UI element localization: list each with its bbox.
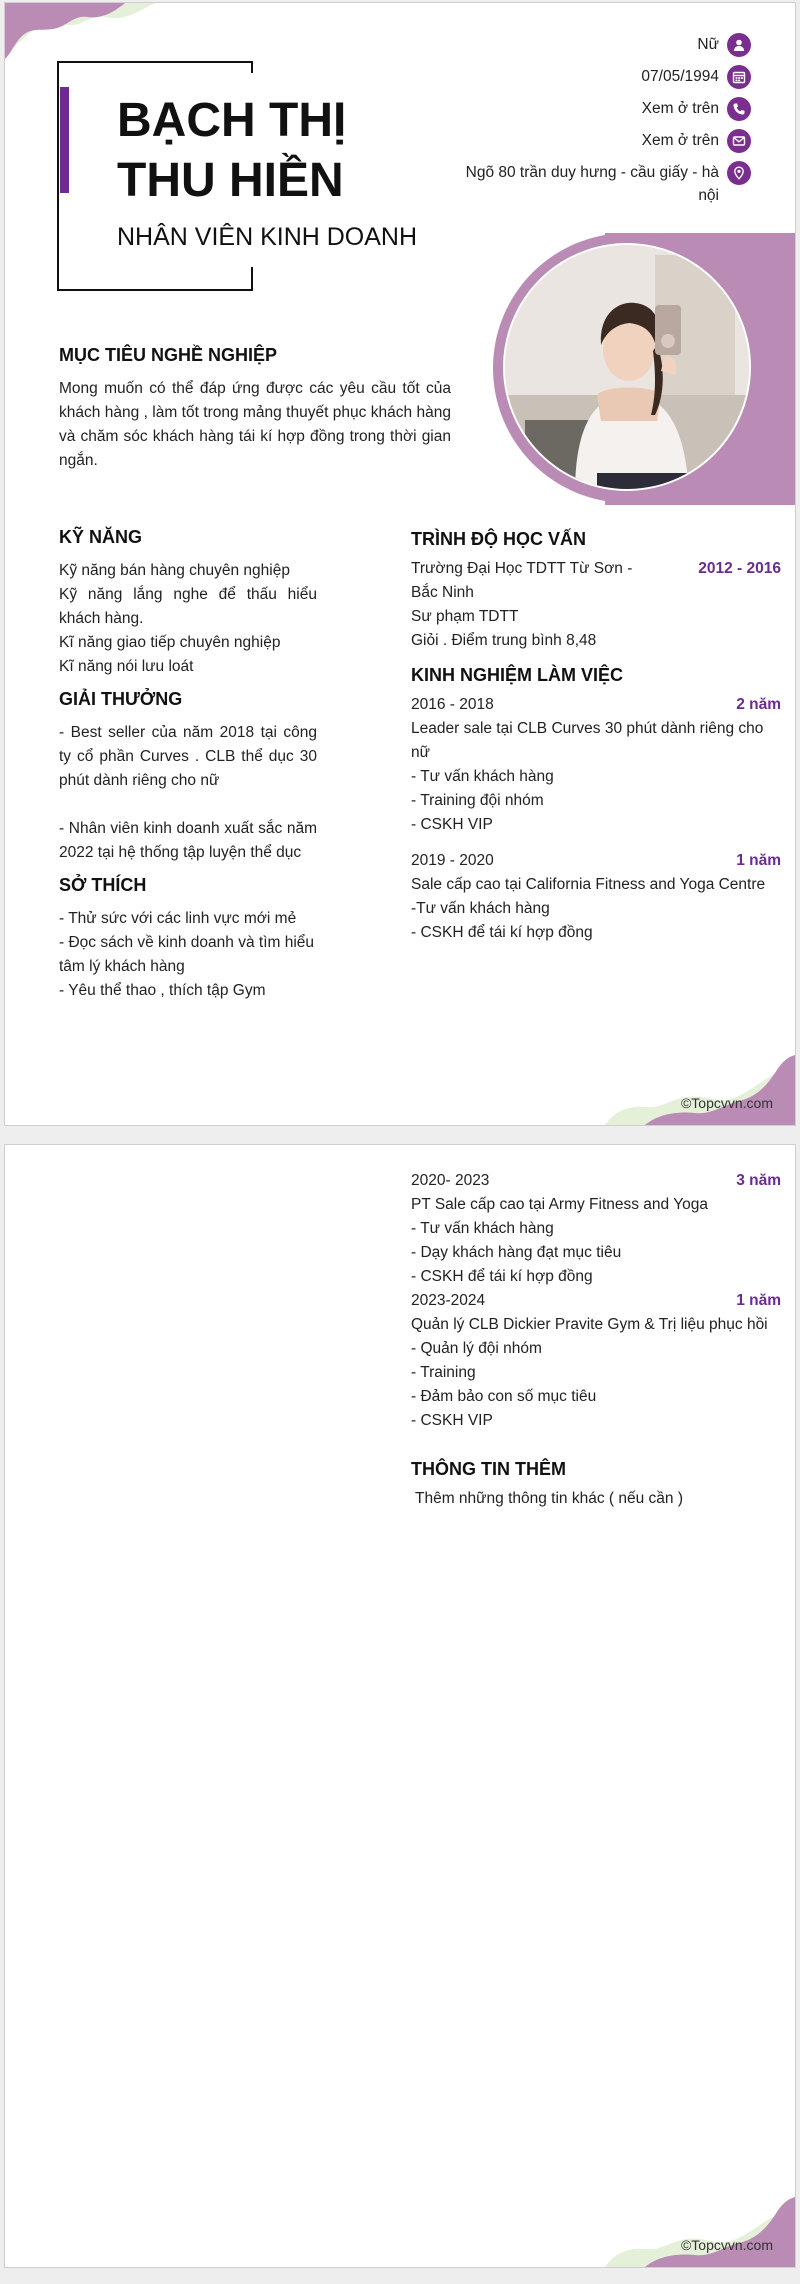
address-line-1: Ngõ 80 trần duy hưng - cầu giấy - hà — [465, 164, 719, 181]
corner-decoration-bottom-right — [605, 1055, 795, 1125]
job-period: 2020- 2023 — [411, 1172, 490, 1189]
cv-page-1 — [4, 2, 796, 1126]
job-duty: - CSKH VIP — [411, 1412, 493, 1429]
calendar-icon — [727, 65, 751, 89]
profile-photo — [503, 243, 751, 491]
job-role: Sale cấp cao tại California Fitness and Yoga Centre — [411, 876, 766, 893]
user-icon — [727, 33, 751, 57]
objective-text: Mong muốn có thể đáp ứng được các yêu cầu tốt của khách hàng , làm tốt trong mảng thuyết phục khách hàng và chăm sóc khách hàng tái kí hợp đồng trong thời gian ngắn. — [59, 380, 451, 469]
phone-icon — [727, 97, 751, 121]
name-line-2: THU HIỀN — [117, 154, 344, 207]
awards-list — [59, 721, 317, 865]
portrait-illustration — [505, 245, 751, 491]
award-item: - Best seller của năm 2018 tại công ty cổ phần Curves . CLB thể dục 30 phút dành riêng cho nữ — [59, 724, 317, 789]
job-duty: -Tư vấn khách hàng — [411, 900, 550, 917]
education-years: 2012 - 2016 — [698, 560, 781, 577]
job-period: 2023-2024 — [411, 1292, 486, 1309]
job-duration: 1 năm — [736, 852, 781, 869]
hobby-item: - Thử sức với các linh vực mới mẻ — [59, 910, 297, 927]
watermark: ©Topcvvn.com — [680, 1095, 773, 1111]
name-frame-top — [57, 61, 253, 63]
contact-phone — [642, 97, 751, 121]
education-school: Trường Đại Học TDTT Từ Sơn - Bắc Ninh — [411, 560, 633, 601]
job-duty: - Dạy khách hàng đạt mục tiêu — [411, 1244, 622, 1261]
job-duty: - CSKH VIP — [411, 816, 493, 833]
skill-item: Kĩ năng giao tiếp chuyên nghiệp — [59, 634, 281, 651]
name-frame-bottom — [57, 289, 253, 291]
skills-list — [59, 559, 317, 679]
hobbies-list — [59, 907, 323, 1003]
birthday-value: 07/05/1994 — [641, 68, 719, 85]
job-duty: - Tư vấn khách hàng — [411, 1220, 554, 1237]
job-duty: - Quản lý đội nhóm — [411, 1340, 542, 1357]
contact-email — [642, 129, 751, 153]
phone-value: Xem ở trên — [641, 100, 719, 117]
contact-birthday — [641, 65, 751, 89]
job-duration: 3 năm — [736, 1172, 781, 1189]
address-line-2: nội — [698, 187, 719, 204]
location-pin-icon — [727, 161, 751, 185]
address-value — [466, 161, 719, 207]
objective-title: MỤC TIÊU NGHỀ NGHIỆP — [59, 345, 278, 365]
job-duration: 1 năm — [736, 1292, 781, 1309]
extra-info-text: Thêm những thông tin khác ( nếu cần ) — [415, 1490, 684, 1507]
hobbies-title: SỞ THÍCH — [59, 875, 147, 895]
skill-item: Kỹ năng lắng nghe để thấu hiểu khách hàng. — [59, 586, 317, 627]
job-duty: - Training — [411, 1364, 476, 1381]
job-duty: - Training đội nhóm — [411, 792, 544, 809]
corner-decoration-bottom-right — [605, 2197, 795, 2267]
name-frame-tick-top — [251, 61, 253, 73]
email-value: Xem ở trên — [641, 132, 719, 149]
gender-value: Nữ — [697, 36, 719, 53]
watermark: ©Topcvvn.com — [680, 2237, 773, 2253]
hobby-item: - Yêu thể thao , thích tập Gym — [59, 982, 266, 999]
job-duty: - Đảm bảo con số mục tiêu — [411, 1388, 597, 1405]
education-grade: Giỏi . Điểm trung bình 8,48 — [411, 632, 597, 649]
contact-gender — [697, 33, 751, 57]
award-item: - Nhân viên kinh doanh xuất sắc năm 2022 tại hệ thống tập luyện thể dục — [59, 820, 317, 861]
job-role: Leader sale tại CLB Curves 30 phút dành riêng cho nữ — [411, 720, 764, 761]
awards-title: GIẢI THƯỞNG — [59, 689, 183, 709]
candidate-name — [117, 91, 346, 211]
education-title: TRÌNH ĐỘ HỌC VẤN — [411, 529, 586, 549]
name-line-1: BẠCH THỊ — [117, 94, 347, 147]
job-period: 2016 - 2018 — [411, 696, 494, 713]
job-role: Quản lý CLB Dickier Pravite Gym & Trị liệu phục hồi — [411, 1316, 768, 1333]
job-entry-4 — [411, 1289, 781, 1433]
job-duty: - CSKH để tái kí hợp đồng — [411, 924, 593, 941]
job-entry-3 — [411, 1169, 781, 1289]
job-duration: 2 năm — [736, 696, 781, 713]
mail-icon — [727, 129, 751, 153]
skill-item: Kỹ năng bán hàng chuyên nghiệp — [59, 562, 290, 579]
contact-address — [466, 161, 751, 207]
skills-title: KỸ NĂNG — [59, 527, 143, 547]
job-period: 2019 - 2020 — [411, 852, 494, 869]
job-duty: - CSKH để tái kí hợp đồng — [411, 1268, 593, 1285]
job-title: NHÂN VIÊN KINH DOANH — [117, 223, 418, 251]
job-entry-1 — [411, 693, 781, 837]
education-major: Sư phạm TDTT — [411, 608, 519, 625]
skill-item: Kĩ năng nói lưu loát — [59, 658, 194, 675]
accent-bar — [60, 87, 69, 193]
hobby-item: - Đọc sách về kinh doanh và tìm hiểu tâm lý khách hàng — [59, 934, 315, 975]
extra-info-title: THÔNG TIN THÊM — [411, 1459, 566, 1479]
cv-page-2 — [4, 1144, 796, 2268]
job-duty: - Tư vấn khách hàng — [411, 768, 554, 785]
job-entry-2 — [411, 849, 781, 945]
name-frame-tick-bottom — [251, 267, 253, 291]
job-role: PT Sale cấp cao tại Army Fitness and Yoga — [411, 1196, 708, 1213]
experience-title: KINH NGHIỆM LÀM VIỆC — [411, 665, 624, 685]
